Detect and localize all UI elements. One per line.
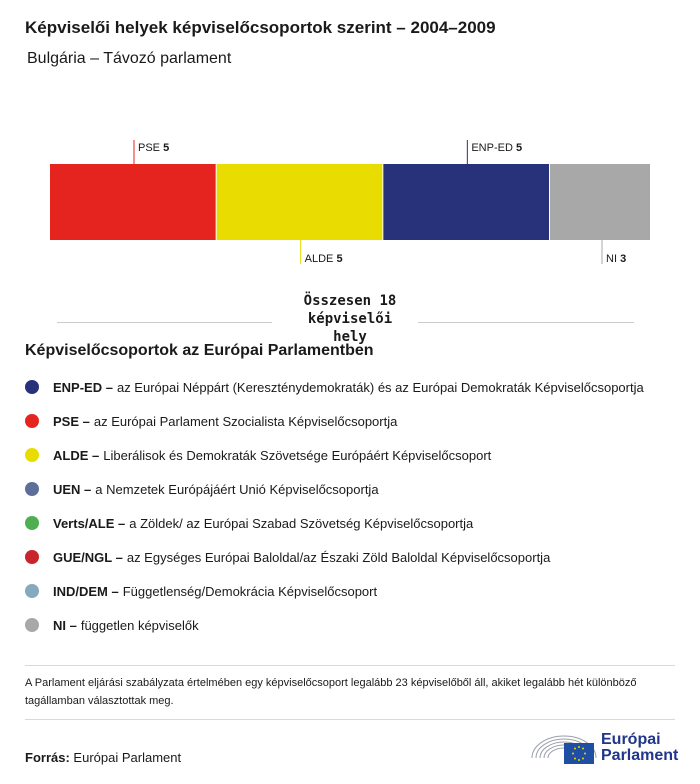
label-pse: PSE 5: [138, 142, 170, 154]
legend-item: [25, 438, 685, 472]
hemicycle-icon: [530, 728, 598, 768]
legend-item: [25, 472, 685, 506]
legend-abbr: NI –: [53, 617, 77, 633]
legend-abbr: ENP-ED –: [53, 379, 113, 395]
footnote: A Parlament eljárási szabályzata értelmében egy képviselőcsoport legalább 23 képviselőből áll, akiket legalább hét különböző tagállamban választottak meg.: [25, 665, 675, 720]
total-divider-right: [418, 322, 634, 323]
total-divider-left: [57, 322, 272, 323]
chart-title: Képviselői helyek képviselőcsoportok szerint – 2004–2009: [25, 18, 496, 37]
logo-line2: Parlament: [601, 747, 679, 764]
legend-dot-icon: [25, 414, 39, 428]
legend-item: [25, 540, 685, 574]
logo-text: [601, 732, 678, 764]
total-seats: [0, 292, 700, 348]
total-seats-label: Összesen 18 képviselői hely: [303, 293, 397, 345]
legend-desc: az Európai Néppárt (Kereszténydemokraták) és az Európai Demokraták Képviselőcsoportja: [116, 379, 644, 395]
legend-desc: a Zöldek/ az Európai Szabad Szövetség Képviselőcsoportja: [129, 515, 474, 531]
legend-dot-icon: [25, 516, 39, 530]
legend-item: [25, 404, 685, 438]
legend-desc: Függetlenség/Demokrácia Képviselőcsoport: [122, 583, 378, 599]
bar-ni: [550, 164, 650, 240]
label-enp-ed: ENP-ED 5: [471, 142, 523, 154]
legend-item: [25, 608, 685, 642]
logo-line1: Európai: [601, 731, 661, 748]
legend-dot-icon: [25, 482, 39, 496]
legend-item: [25, 574, 685, 608]
legend-dot-icon: [25, 380, 39, 394]
legend-dot-icon: [25, 584, 39, 598]
legend-desc: független képviselők: [80, 617, 199, 633]
legend-item: [25, 506, 685, 540]
bar-enp-ed: [383, 164, 549, 240]
source: [25, 750, 181, 765]
label-alde: ALDE 5: [304, 253, 343, 265]
legend-abbr: GUE/NGL –: [53, 549, 123, 565]
bar-alde: [217, 164, 383, 240]
european-parliament-logo: [530, 728, 690, 768]
legend-abbr: Verts/ALE –: [53, 515, 126, 531]
legend-desc: a Nemzetek Európájáért Unió Képviselőcsoportja: [95, 481, 379, 497]
source-label: Forrás:: [25, 750, 70, 765]
legend-abbr: IND/DEM –: [53, 583, 119, 599]
legend: [25, 370, 685, 642]
legend-dot-icon: [25, 618, 39, 632]
legend-title: Képviselőcsoportok az Európai Parlamentben: [25, 342, 374, 359]
chart-subtitle: Bulgária – Távozó parlament: [27, 50, 232, 67]
legend-desc: az Egységes Európai Baloldal/az Északi Zöld Baloldal Képviselőcsoportja: [126, 549, 551, 565]
legend-desc: Liberálisok és Demokraták Szövetsége Európáért Képviselőcsoport: [103, 447, 492, 463]
legend-dot-icon: [25, 550, 39, 564]
stacked-bar-chart: [0, 130, 700, 270]
legend-abbr: PSE –: [53, 413, 90, 429]
legend-dot-icon: [25, 448, 39, 462]
bar-pse: [50, 164, 216, 240]
legend-item: [25, 370, 685, 404]
legend-desc: az Európai Parlament Szocialista Képviselőcsoportja: [93, 413, 398, 429]
legend-abbr: ALDE –: [53, 447, 100, 463]
label-ni: NI 3: [606, 253, 627, 265]
source-value: Európai Parlament: [73, 750, 182, 765]
legend-abbr: UEN –: [53, 481, 92, 497]
